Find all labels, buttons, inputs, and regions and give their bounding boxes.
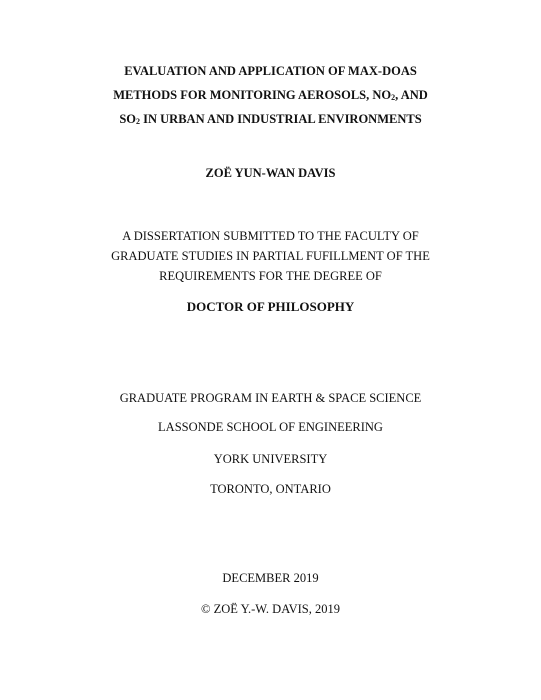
location [0,478,541,500]
submission-text-2: GRADUATE STUDIES IN PARTIAL FUFILLMENT OF THE [111,249,430,263]
submission-date [0,567,541,589]
submission-line-1 [0,225,541,247]
school-name [0,416,541,438]
submission-text-1: A DISSERTATION SUBMITTED TO THE FACULTY OF [122,229,419,243]
title-text-2b: , AND [395,88,428,102]
title-line-2 [0,84,541,106]
title-text-1: EVALUATION AND APPLICATION OF MAX-DOAS [124,64,417,78]
title-text-2a: METHODS FOR MONITORING AEROSOLS, NO [113,88,392,102]
university-name [0,448,541,470]
title-text-3a: SO [119,112,137,126]
title-subscript-3: 2 [136,117,141,126]
location-text: TORONTO, ONTARIO [210,482,331,496]
copyright-text: © ZOË Y.-W. DAVIS, 2019 [200,602,341,616]
submission-text-3: REQUIREMENTS FOR THE DEGREE OF [159,269,382,283]
university-text: YORK UNIVERSITY [213,452,328,466]
copyright-notice [0,598,541,620]
title-line-1 [0,60,541,82]
program-text: GRADUATE PROGRAM IN EARTH & SPACE SCIENCE [119,391,422,405]
title-subscript-2: 2 [391,93,396,102]
degree-name [0,296,541,318]
school-text: LASSONDE SCHOOL OF ENGINEERING [158,420,383,434]
graduate-program [0,387,541,409]
author-name [0,162,541,184]
degree-text: DOCTOR OF PHILOSOPHY [186,299,355,314]
title-line-3 [0,108,541,130]
author-text: ZOË YUN-WAN DAVIS [205,166,336,180]
date-text: DECEMBER 2019 [222,571,319,585]
submission-line-2 [0,245,541,267]
title-text-3b: IN URBAN AND INDUSTRIAL ENVIRONMENTS [140,112,422,126]
submission-line-3 [0,265,541,287]
